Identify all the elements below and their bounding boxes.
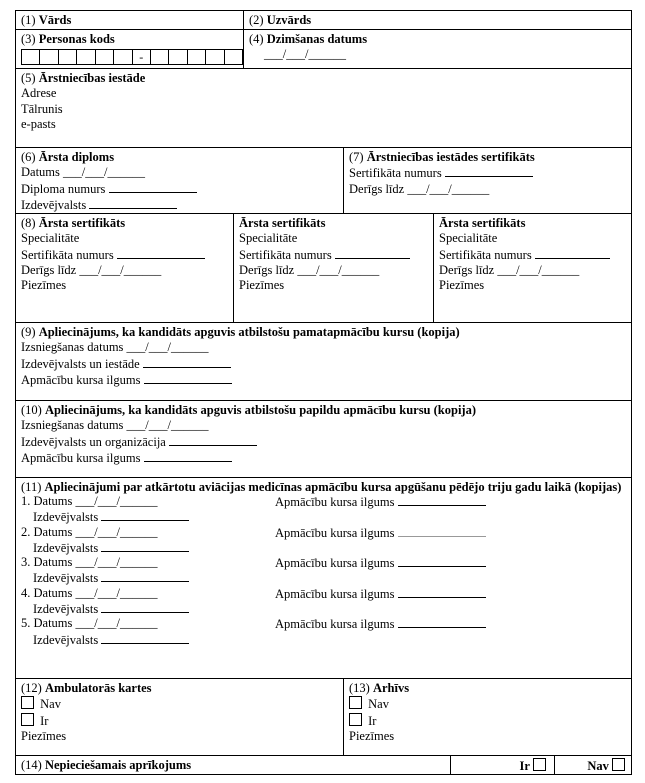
training-row xyxy=(21,494,626,525)
notes-label: Piezīmes xyxy=(239,278,285,293)
section-number: (13) xyxy=(349,681,370,695)
training-row xyxy=(21,586,626,617)
notes-label: Piezīmes xyxy=(349,728,395,743)
birth-date-field[interactable]: ___/___/______ xyxy=(264,47,346,62)
basic-training-label: Apliecinājums, ka kandidāts apguvis atbilstošu pamatapmācību kursu (kopija) xyxy=(38,325,460,339)
additional-training-label: Apliecinājums, ka kandidāts apguvis atbilstošu papildu apmācību kursu (kopija) xyxy=(44,403,476,417)
course-duration-field[interactable] xyxy=(398,525,486,537)
course-duration-field[interactable] xyxy=(144,372,232,384)
course-duration-field[interactable] xyxy=(398,555,486,567)
doctor-certificate-cell-3 xyxy=(433,213,632,323)
valid-until-field[interactable]: ___/___/______ xyxy=(79,262,162,277)
last-name-cell[interactable] xyxy=(243,10,632,30)
date-field[interactable]: ___/___/______ xyxy=(75,555,158,570)
course-duration-field[interactable] xyxy=(144,450,232,462)
medical-form xyxy=(15,10,632,775)
issuer-field[interactable] xyxy=(101,540,189,552)
diploma-issuer-label: Izdevējvalsts xyxy=(21,197,87,212)
course-duration-label: Apmācību kursa ilgums xyxy=(21,450,141,465)
issue-date-label: Izsniegšanas datums xyxy=(21,340,124,355)
yes-label: Ir xyxy=(519,759,530,773)
issuer-label: Izdevējvalsts un iestāde xyxy=(21,356,140,371)
date-field[interactable]: ___/___/______ xyxy=(75,616,158,631)
section-number: (3) xyxy=(21,32,36,46)
date-field[interactable]: ___/___/______ xyxy=(75,494,158,508)
issuer-field[interactable] xyxy=(143,356,231,368)
course-duration-label: Apmācību kursa ilgums xyxy=(275,525,395,540)
yes-checkbox[interactable] xyxy=(533,758,546,771)
section-number: (10) xyxy=(21,403,42,417)
course-duration-field[interactable] xyxy=(398,616,486,628)
no-checkbox[interactable] xyxy=(349,696,362,709)
first-name-label: Vārds xyxy=(38,13,72,27)
row-number: 1. xyxy=(21,494,31,508)
basic-training-cell xyxy=(15,322,632,401)
section-number: (11) xyxy=(21,480,42,494)
doctor-diploma-cell xyxy=(15,147,344,214)
course-duration-label: Apmācību kursa ilgums xyxy=(21,372,141,387)
section-number: (5) xyxy=(21,71,36,85)
issuer-label: Izdevējvalsts xyxy=(33,540,99,555)
certificate-number-field[interactable] xyxy=(535,247,610,259)
issuer-field[interactable] xyxy=(101,601,189,613)
issuer-label: Izdevējvalsts xyxy=(33,571,99,586)
code-box[interactable] xyxy=(169,50,187,64)
additional-training-cell xyxy=(15,400,632,478)
equipment-label: Nepieciešamais aprīkojums xyxy=(44,758,192,772)
recurrent-training-rows xyxy=(21,494,626,647)
row-number: 3. xyxy=(21,555,31,570)
personal-code-label: Personas kods xyxy=(38,32,115,46)
code-box[interactable] xyxy=(22,50,40,64)
doctor-certificate-label: Ārsta sertifikāts xyxy=(38,216,126,230)
doctor-certificate-cell-2 xyxy=(233,213,434,323)
institution-certificate-label: Ārstniecības iestādes sertifikāts xyxy=(366,150,535,164)
issuer-label: Izdevējvalsts un organizācija xyxy=(21,434,166,449)
specialty-label: Specialitāte xyxy=(21,231,80,246)
medical-institution-label: Ārstniecības iestāde xyxy=(38,71,146,85)
date-field[interactable]: ___/___/______ xyxy=(75,524,158,539)
date-field[interactable]: ___/___/______ xyxy=(75,585,158,600)
valid-until-label: Derīgs līdz xyxy=(239,262,295,277)
row-number: 5. xyxy=(21,616,31,631)
recurrent-training-label: Apliecinājumi par atkārtotu aviācijas medicīnas apmācību kursa apgūšanu pēdējo triju gadu laikā (kopijas) xyxy=(44,480,622,494)
diploma-number-field[interactable] xyxy=(109,181,197,193)
code-box[interactable] xyxy=(96,50,114,64)
personal-code-boxes[interactable] xyxy=(21,49,243,65)
yes-checkbox[interactable] xyxy=(349,713,362,726)
no-checkbox[interactable] xyxy=(612,758,625,771)
yes-label: Ir xyxy=(40,713,49,728)
equipment-no-cell xyxy=(554,755,632,775)
equipment-yes-cell xyxy=(450,755,555,775)
email-label: e-pasts xyxy=(21,116,56,131)
valid-until-field[interactable]: ___/___/______ xyxy=(297,262,380,277)
no-label: Nav xyxy=(40,697,61,712)
training-row xyxy=(21,616,626,647)
section-number: (2) xyxy=(249,13,264,27)
issue-date-field[interactable]: ___/___/______ xyxy=(126,418,209,433)
certificate-number-label: Sertifikāta numurs xyxy=(239,247,332,262)
doctor-certificate-label: Ārsta sertifikāts xyxy=(239,216,326,230)
birth-date-cell xyxy=(243,29,632,69)
row-number: 4. xyxy=(21,585,31,600)
issuer-field[interactable] xyxy=(101,509,189,521)
outpatient-records-cell xyxy=(15,678,344,756)
first-name-cell[interactable] xyxy=(15,10,244,30)
course-duration-label: Apmācību kursa ilgums xyxy=(275,586,395,601)
course-duration-label: Apmācību kursa ilgums xyxy=(275,556,395,571)
diploma-number-label: Diploma numurs xyxy=(21,181,106,196)
notes-label: Piezīmes xyxy=(21,278,67,293)
doctor-certificate-cell-1 xyxy=(15,213,234,323)
valid-until-field[interactable]: ___/___/______ xyxy=(407,181,490,196)
diploma-issuer-field[interactable] xyxy=(89,197,177,209)
institution-certificate-cell xyxy=(343,147,632,214)
notes-label: Piezīmes xyxy=(21,728,67,743)
phone-label: Tālrunis xyxy=(21,101,63,116)
notes-label: Piezīmes xyxy=(439,278,485,293)
diploma-date-field[interactable]: ___/___/______ xyxy=(63,165,145,180)
certificate-number-field[interactable] xyxy=(335,247,410,259)
issuer-field[interactable] xyxy=(169,434,257,446)
issue-date-label: Izsniegšanas datums xyxy=(21,418,124,433)
date-label: Datums xyxy=(33,524,73,539)
code-box[interactable] xyxy=(151,50,169,64)
issuer-label: Izdevējvalsts xyxy=(33,602,99,617)
issuer-label: Izdevējvalsts xyxy=(33,632,99,647)
course-duration-field[interactable] xyxy=(398,494,486,506)
issuer-field[interactable] xyxy=(101,632,189,644)
issuer-field[interactable] xyxy=(101,570,189,582)
code-box[interactable] xyxy=(114,50,132,64)
personal-code-cell xyxy=(15,29,244,69)
no-checkbox[interactable] xyxy=(21,696,34,709)
section-number: (12) xyxy=(21,681,42,695)
specialty-label: Specialitāte xyxy=(239,231,298,246)
certificate-number-label: Sertifikāta numurs xyxy=(439,247,532,262)
issuer-label: Izdevējvalsts xyxy=(33,510,99,525)
date-label: Datums xyxy=(33,616,73,631)
outpatient-records-label: Ambulatorās kartes xyxy=(44,681,152,695)
section-number: (4) xyxy=(249,32,264,46)
specialty-label: Specialitāte xyxy=(439,231,498,246)
medical-institution-cell xyxy=(15,68,632,148)
code-box[interactable] xyxy=(225,50,242,64)
yes-checkbox[interactable] xyxy=(21,713,34,726)
archive-cell xyxy=(343,678,632,756)
diploma-date-label: Datums xyxy=(21,165,60,180)
code-separator: - xyxy=(133,50,151,64)
certificate-number-field[interactable] xyxy=(117,247,205,259)
valid-until-label: Derīgs līdz xyxy=(439,262,495,277)
recurrent-training-cell xyxy=(15,477,632,679)
certificate-number-label: Sertifikāta numurs xyxy=(349,166,442,181)
section-number: (8) xyxy=(21,216,36,230)
date-label: Datums xyxy=(33,585,73,600)
row-number: 2. xyxy=(21,524,31,539)
course-duration-label: Apmācību kursa ilgums xyxy=(275,617,395,632)
no-label: Nav xyxy=(587,759,609,773)
address-label: Adrese xyxy=(21,86,57,101)
equipment-cell xyxy=(15,755,451,775)
section-number: (7) xyxy=(349,150,364,164)
birth-date-label: Dzimšanas datums xyxy=(266,32,368,46)
doctor-diploma-label: Ārsta diploms xyxy=(38,150,115,164)
yes-label: Ir xyxy=(368,713,377,728)
training-row xyxy=(21,555,626,586)
code-box[interactable] xyxy=(59,50,77,64)
last-name-label: Uzvārds xyxy=(266,13,312,27)
section-number: (6) xyxy=(21,150,36,164)
certificate-number-field[interactable] xyxy=(445,165,533,177)
section-number: (14) xyxy=(21,758,42,772)
archive-label: Arhīvs xyxy=(372,681,410,695)
date-label: Datums xyxy=(33,494,73,508)
section-number: (9) xyxy=(21,325,36,339)
training-row xyxy=(21,525,626,556)
valid-until-label: Derīgs līdz xyxy=(349,181,405,196)
certificate-number-label: Sertifikāta numurs xyxy=(21,247,114,262)
course-duration-field[interactable] xyxy=(398,586,486,598)
no-label: Nav xyxy=(368,697,389,712)
course-duration-label: Apmācību kursa ilgums xyxy=(275,495,395,509)
date-label: Datums xyxy=(33,555,73,570)
code-box[interactable] xyxy=(77,50,95,64)
issue-date-field[interactable]: ___/___/______ xyxy=(126,340,209,355)
doctor-certificate-label: Ārsta sertifikāts xyxy=(439,216,526,230)
section-number: (1) xyxy=(21,13,36,27)
valid-until-field[interactable]: ___/___/______ xyxy=(497,262,580,277)
code-box[interactable] xyxy=(206,50,224,64)
code-box[interactable] xyxy=(40,50,58,64)
code-box[interactable] xyxy=(188,50,206,64)
valid-until-label: Derīgs līdz xyxy=(21,262,77,277)
